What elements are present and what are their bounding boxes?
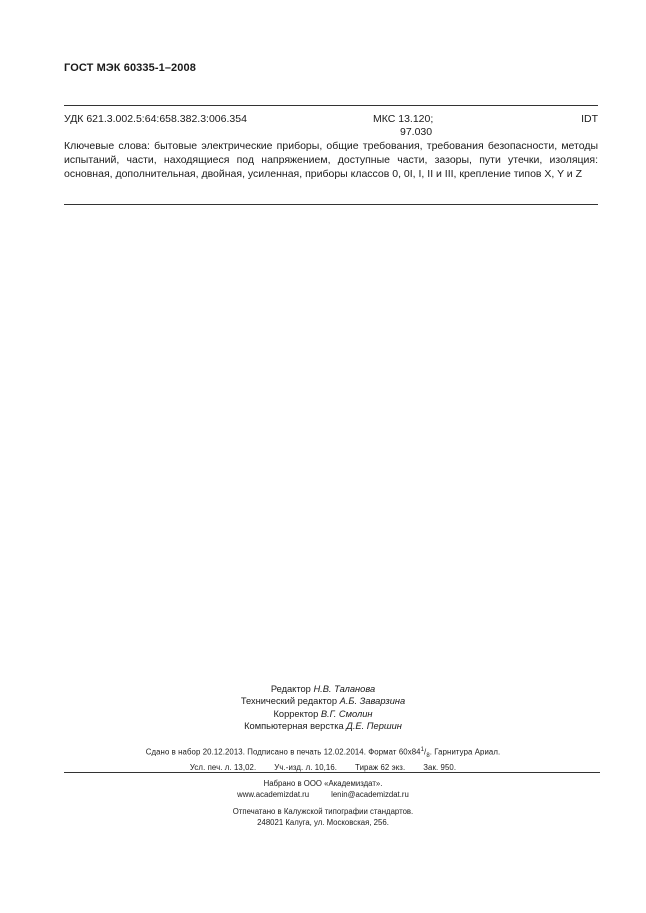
- credit-name: Н.В. Таланова: [313, 684, 376, 694]
- email-link[interactable]: lenin@academizdat.ru: [331, 790, 409, 799]
- edition-sheets: Уч.-изд. л. 10,16.: [274, 763, 338, 773]
- credit-layout: [0, 720, 646, 732]
- printer-address: 248021 Калуга, ул. Московская, 256.: [257, 818, 389, 827]
- website-link[interactable]: www.academizdat.ru: [237, 790, 310, 799]
- credit-tech-editor: [0, 695, 646, 707]
- credit-name: В.Г. Смолин: [320, 708, 373, 719]
- format-sup: 1: [420, 747, 425, 753]
- standard-code: ГОСТ МЭК 60335-1–2008: [64, 62, 196, 74]
- printer-info: [0, 778, 646, 828]
- print-sheets: Усл. печ. л. 13,02.: [189, 763, 257, 773]
- top-rule: [64, 105, 598, 106]
- order-number: Зак. 950.: [423, 763, 457, 773]
- format-sub: 8: [426, 753, 430, 760]
- publication-typeface: . Гарнитура Ариал.: [429, 747, 501, 757]
- mks-code: [373, 113, 433, 139]
- publication-dates: Сдано в набор 20.12.2013. Подписано в печать 12.02.2014. Формат 60х84: [145, 747, 421, 757]
- keywords-bottom-rule: [64, 204, 598, 205]
- publication-line-1: Сдано в набор 20.12.2013. Подписано в печать 12.02.2014. Формат $60х84^1/_8$. Гарнитура Ариал.: [145, 747, 501, 760]
- keywords-paragraph: Ключевые слова: бытовые электрические приборы, общие требования, требования безопасности, методы испытаний, части, находящиеся под напряжением, доступные части, зазоры, пути утечки, изоляция: основная, дополнительная, двойная, усиленная, приборы классов 0, 0I, I, II и III, крепление типов X, Y и Z: [64, 140, 598, 180]
- credit-name: А.Б. Заварзина: [339, 696, 406, 707]
- credit-name: Д.Е. Першин: [346, 720, 402, 731]
- circulation: Тираж 62 экз.: [355, 763, 406, 773]
- credit-role: Корректор: [273, 708, 319, 719]
- credit-role: Редактор: [270, 684, 311, 694]
- publication-bottom-rule: [64, 772, 600, 773]
- idt-label: IDT: [581, 113, 598, 125]
- publication-info: [0, 744, 646, 774]
- printer-contacts: [0, 789, 646, 800]
- credits-block: [0, 683, 646, 732]
- credit-role: Компьютерная верстка: [244, 720, 344, 731]
- printed-at: Отпечатано в Калужской типографии стандартов.: [232, 807, 414, 816]
- mks-line-2: 97.030: [400, 126, 433, 138]
- credit-editor: [0, 683, 646, 695]
- typeset-by: Набрано в ООО «Академиздат».: [263, 779, 383, 788]
- credit-proofreader: [0, 708, 646, 720]
- credit-role: Технический редактор: [240, 696, 338, 707]
- mks-line-1: МКС 13.120;: [373, 113, 434, 125]
- udk-code: УДК 621.3.002.5:64:658.382.3:006.354: [64, 113, 247, 125]
